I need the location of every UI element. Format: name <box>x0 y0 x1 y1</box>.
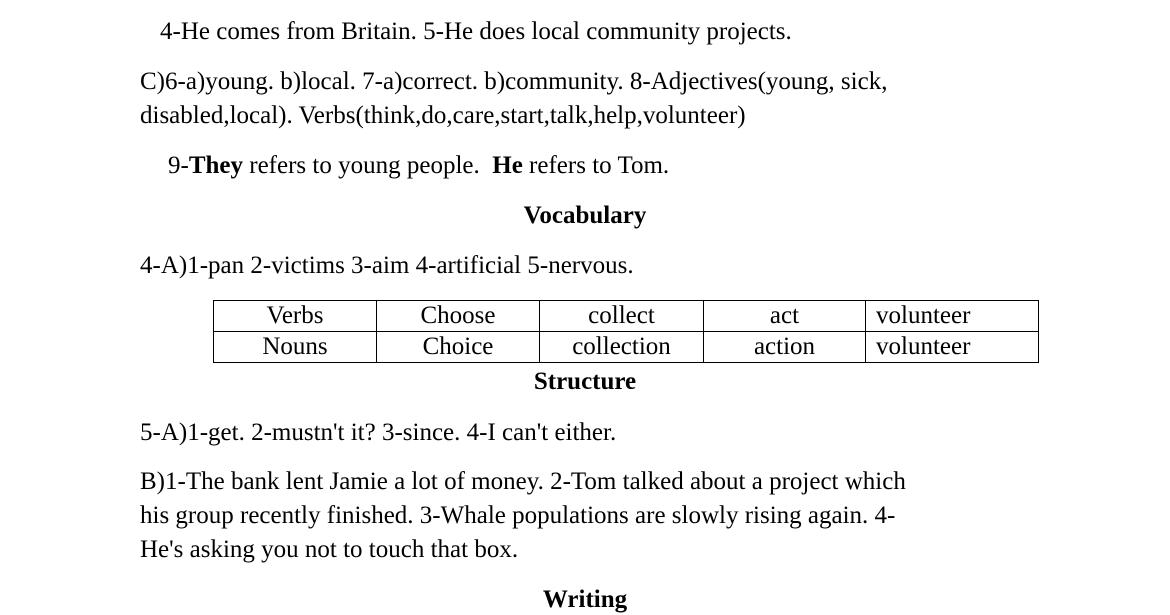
writing-heading: Writing <box>542 586 628 613</box>
table-cell: action <box>704 332 866 363</box>
reading-answer-line-4-5: 4-He comes from Britain. 5-He does local community projects. <box>160 18 792 45</box>
q9-they: They <box>188 152 244 179</box>
reading-answer-c-line-2: disabled,local). Verbs(think,do,care,start,talk,help,volunteer) <box>140 102 746 129</box>
structure-answer-b-line-1: B)1-The bank lent Jamie a lot of money. 2-Tom talked about a project which <box>140 468 906 495</box>
table-cell: Verbs <box>214 301 377 332</box>
structure-heading: Structure <box>533 368 637 395</box>
table-row <box>214 301 1039 332</box>
table-row <box>214 332 1039 363</box>
table-cell: volunteer <box>866 301 1039 332</box>
table-cell: act <box>704 301 866 332</box>
table-cell: Choice <box>377 332 540 363</box>
table-cell: collection <box>540 332 704 363</box>
structure-answer-b-line-2: his group recently finished. 3-Whale populations are slowly rising again. 4- <box>140 502 896 529</box>
vocabulary-word-table <box>213 300 1039 363</box>
q9-prefix: 9- <box>168 152 189 179</box>
q9-end: refers to Tom. <box>522 152 670 179</box>
reading-answer-9 <box>168 151 669 181</box>
table-cell: collect <box>540 301 704 332</box>
vocabulary-heading: Vocabulary <box>523 202 647 229</box>
q9-he: He <box>492 152 523 179</box>
structure-answer-b-line-3: He's asking you not to touch that box. <box>140 536 519 563</box>
reading-answer-c-line-1: C)6-a)young. b)local. 7-a)correct. b)community. 8-Adjectives(young, sick, <box>140 68 888 95</box>
table-cell: Choose <box>377 301 540 332</box>
q9-mid: refers to young people. <box>243 152 493 179</box>
structure-answer-a-line: 5-A)1-get. 2-mustn't it? 3-since. 4-I can't either. <box>140 419 617 446</box>
vocabulary-answer-line: 4-A)1-pan 2-victims 3-aim 4-artificial 5-nervous. <box>140 252 634 279</box>
table-cell: volunteer <box>866 332 1039 363</box>
table-cell: Nouns <box>214 332 377 363</box>
